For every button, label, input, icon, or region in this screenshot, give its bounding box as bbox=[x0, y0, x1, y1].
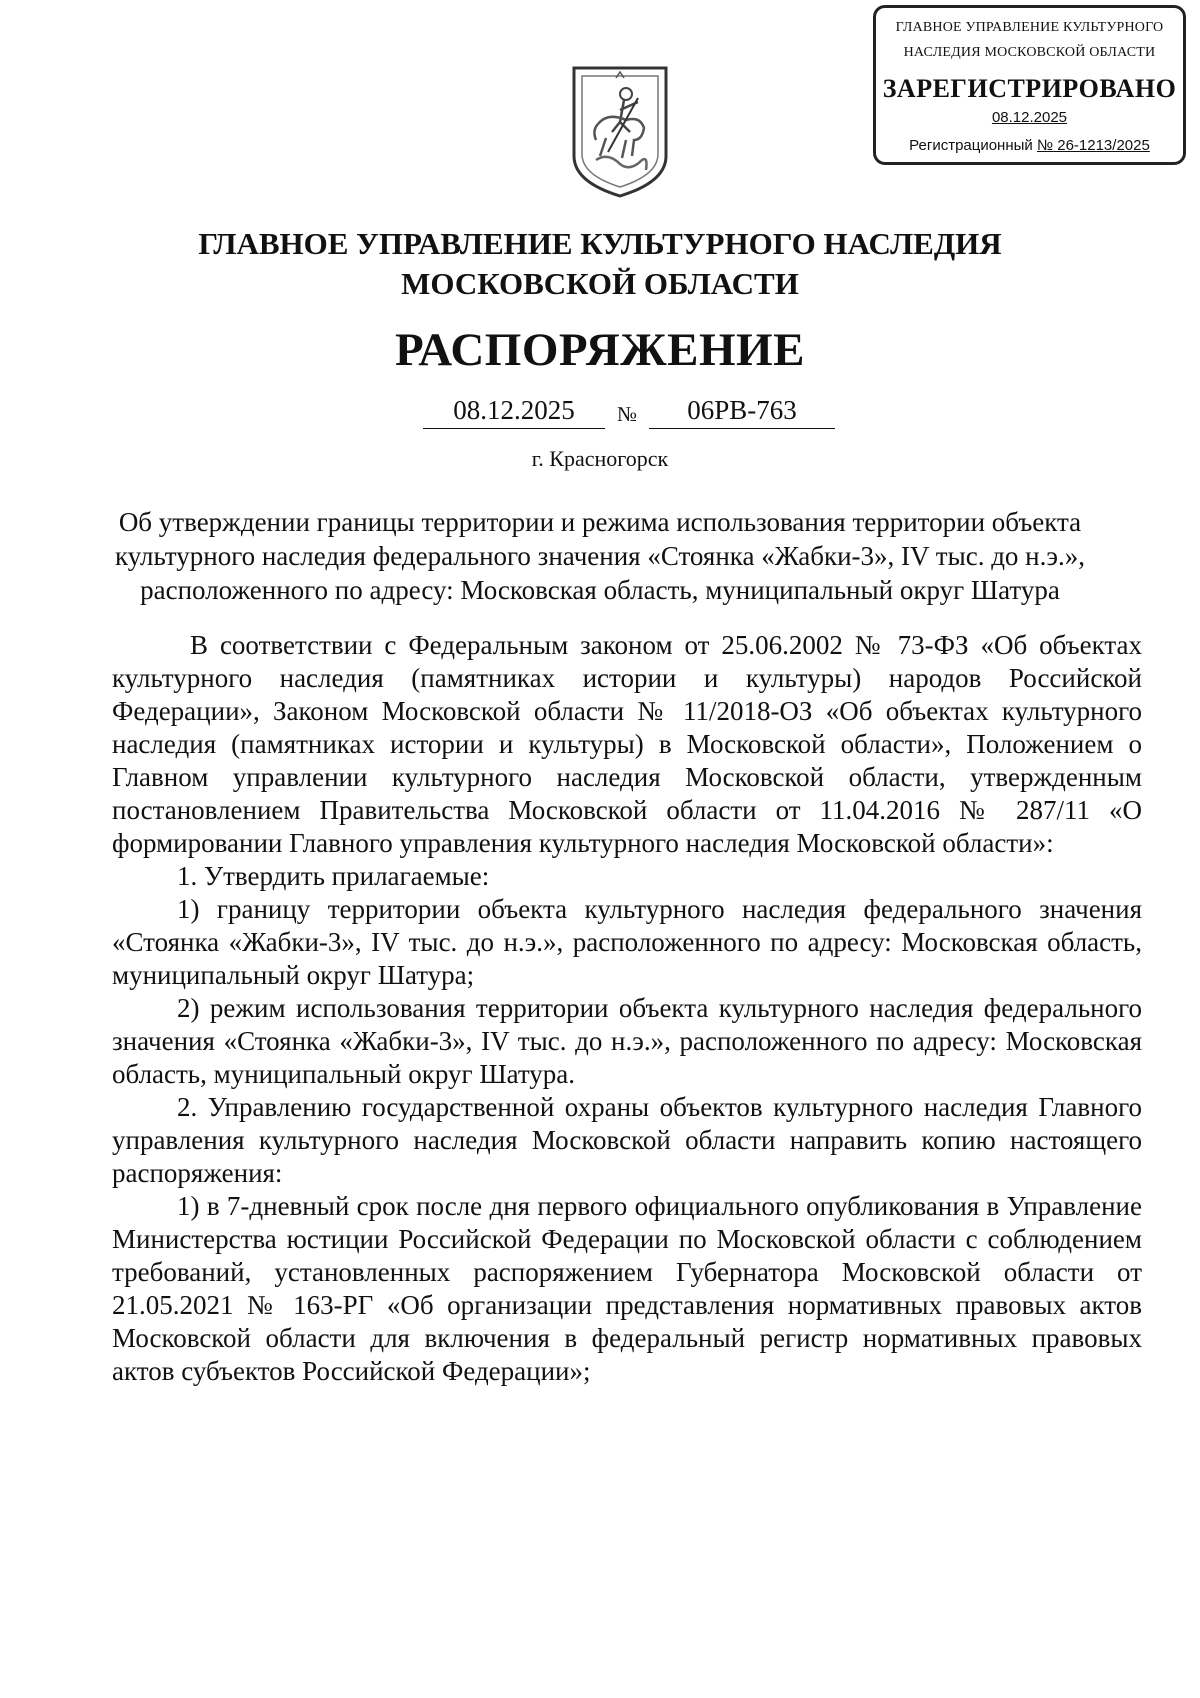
document-subject: Об утверждении границы территории и режима использования территории объекта культурного наследия федерального значения «Стоянка «Жабки-3», IV тыс. до н.э.», расположенного по адресу: Московская область, муниципальный округ Шатура bbox=[115, 507, 1085, 605]
issuer-name-line1: ГЛАВНОЕ УПРАВЛЕНИЕ КУЛЬТУРНОГО НАСЛЕДИЯ bbox=[198, 226, 1002, 261]
document-date-number bbox=[423, 392, 835, 428]
number-sign: № bbox=[617, 402, 638, 426]
stamp-status: ЗАРЕГИСТРИРОВАНО bbox=[882, 74, 1177, 103]
moscow-oblast-coat-of-arms-icon bbox=[568, 60, 672, 200]
document-type: РАСПОРЯЖЕНИЕ bbox=[395, 324, 805, 376]
clause-2: 2. Управлению государственной охраны объектов культурного наследия Главного управления культурного наследия Московской области направить копию настоящего распоряжения: bbox=[112, 1092, 1142, 1188]
clause-1: 1. Утвердить прилагаемые: bbox=[177, 861, 490, 891]
clause-1-2: 2) режим использования территории объекта культурного наследия федерального значения «Стоянка «Жабки-3», IV тыс. до н.э.», расположенного по адресу: Московская область, муниципальный округ Шатура. bbox=[112, 993, 1142, 1089]
stamp-date: 08.12.2025 bbox=[991, 109, 1068, 126]
registration-stamp bbox=[873, 5, 1186, 165]
document-date: 08.12.2025 bbox=[423, 392, 605, 429]
document-body bbox=[112, 629, 1142, 1388]
clause-1-1: 1) границу территории объекта культурного наследия федерального значения «Стоянка «Жабки-3», IV тыс. до н.э.», расположенного по адресу: Московская область, муниципальный округ Шатура; bbox=[112, 894, 1142, 990]
stamp-reg-number: № 26-1213/2025 bbox=[1036, 137, 1150, 154]
preamble: В соответствии с Федеральным законом от 25.06.2002 № 73-ФЗ «Об объектах культурного наследия (памятниках истории и культуры) народов Российской Федерации», Законом Московской области № 11/2018-ОЗ «Об объектах культурного наследия (памятниках истории и культуры) в Московской области», Положением о Главном управлении культурного наследия Московской области, утвержденным постановлением Правительства Московской области от 11.04.2016 № 287/11 «О формировании Главного управления культурного наследия Московской области»: bbox=[112, 630, 1142, 858]
clause-2-1: 1) в 7-дневный срок после дня первого официального опубликования в Управление Министерства юстиции Российской Федерации по Московской области с соблюдением требований, установленных распоряжением Губернатора Московской области от 21.05.2021 № 163-РГ «Об организации представления нормативных правовых актов Московской области для включения в федеральный регистр нормативных правовых актов субъектов Российской Федерации»; bbox=[112, 1191, 1142, 1386]
stamp-reg-label: Регистрационный bbox=[909, 137, 1033, 154]
document-city: г. Красногорск bbox=[531, 446, 669, 471]
stamp-registration bbox=[876, 138, 1183, 153]
document-number: 06РВ-763 bbox=[649, 392, 835, 429]
stamp-org-line2: НАСЛЕДИЯ МОСКОВСКОЙ ОБЛАСТИ bbox=[903, 45, 1156, 60]
stamp-org-line1: ГЛАВНОЕ УПРАВЛЕНИЕ КУЛЬТУРНОГО bbox=[895, 20, 1164, 35]
issuer-name-line2: МОСКОВСКОЙ ОБЛАСТИ bbox=[401, 266, 799, 301]
